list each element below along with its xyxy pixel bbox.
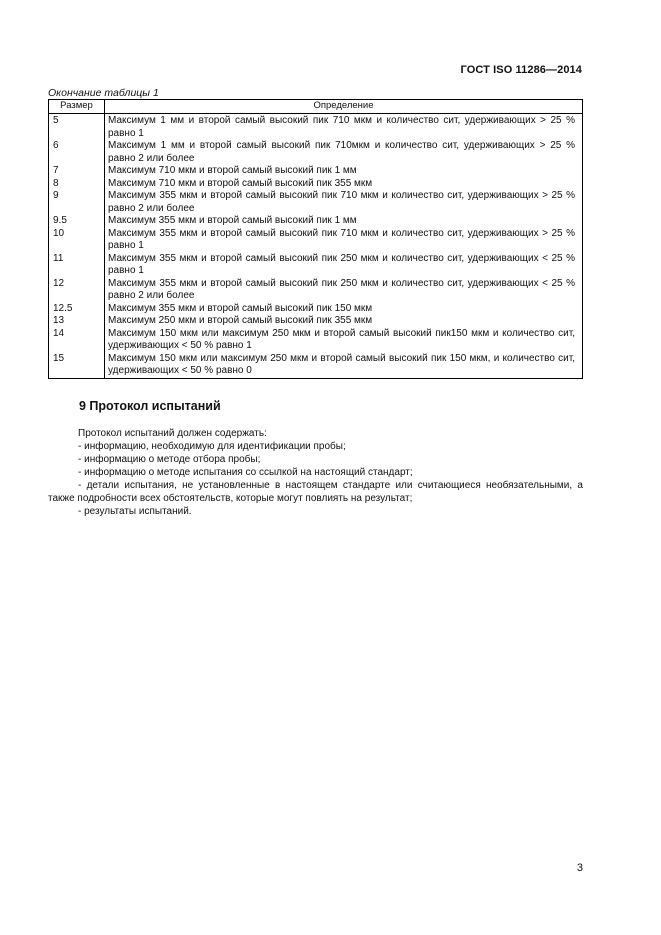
definitions-table: [48, 99, 583, 379]
size-cell: 9.5: [49, 215, 105, 228]
definition-cell: Максимум 1 мм и второй самый высокий пик 710мкм и количество сит, удерживающих > 25 % равно 2 или более: [105, 140, 583, 165]
paragraph: - детали испытания, не установленные в настоящем стандарте или считающиеся необязательными, а также подробности всех обстоятельств, которые могут повлиять на результат;: [48, 480, 583, 504]
size-cell: 6: [49, 140, 105, 165]
section-body: [48, 427, 583, 518]
size-cell: 12: [49, 278, 105, 303]
table-caption: Окончание таблицы 1: [48, 87, 159, 99]
size-cell: 12.5: [49, 303, 105, 316]
definition-cell: Максимум 355 мкм и второй самый высокий пик 710 мкм и количество сит, удерживающих > 25 % равно 1: [105, 228, 583, 253]
definition-cell: Максимум 710 мкм и второй самый высокий пик 355 мкм: [105, 178, 583, 191]
table-row: [49, 165, 583, 178]
definition-cell: Максимум 355 мкм и второй самый высокий пик 150 мкм: [105, 303, 583, 316]
table-row: [49, 353, 583, 379]
paragraph: Протокол испытаний должен содержать:: [78, 428, 267, 439]
page-number: 3: [576, 862, 583, 874]
table-row: [49, 140, 583, 165]
size-cell: 7: [49, 165, 105, 178]
table-row: [49, 315, 583, 328]
column-header-size: Размер: [49, 100, 105, 114]
size-cell: 14: [49, 328, 105, 353]
table-row: [49, 328, 583, 353]
section-title: 9 Протокол испытаний: [79, 399, 221, 413]
definition-cell: Максимум 1 мм и второй самый высокий пик 710 мкм и количество сит, удерживающих > 25 % равно 1: [105, 114, 583, 141]
table-row: [49, 215, 583, 228]
definition-cell: Максимум 150 мкм или максимум 250 мкм и второй самый высокий пик150 мкм и количество сит, удерживающих < 50 % равно 1: [105, 328, 583, 353]
column-header-definition: Определение: [105, 100, 583, 114]
table-header-row: [49, 100, 583, 114]
paragraph: - информацию о методе отбора пробы;: [78, 454, 261, 465]
size-cell: 11: [49, 253, 105, 278]
table-row: [49, 228, 583, 253]
paragraph: - информацию о методе испытания со ссылкой на настоящий стандарт;: [78, 467, 413, 478]
size-cell: 9: [49, 190, 105, 215]
definition-cell: Максимум 355 мкм и второй самый высокий пик 1 мм: [105, 215, 583, 228]
paragraph: - результаты испытаний.: [78, 506, 192, 517]
table-row: [49, 114, 583, 141]
definition-cell: Максимум 355 мкм и второй самый высокий пик 710 мкм и количество сит, удерживающих > 25 % равно 2 или более: [105, 190, 583, 215]
table-row: [49, 178, 583, 191]
table-row: [49, 278, 583, 303]
size-cell: 15: [49, 353, 105, 379]
size-cell: 8: [49, 178, 105, 191]
definition-cell: Максимум 355 мкм и второй самый высокий пик 250 мкм и количество сит, удерживающих < 25 % равно 1: [105, 253, 583, 278]
table-row: [49, 253, 583, 278]
size-cell: 10: [49, 228, 105, 253]
paragraph: - информацию, необходимую для идентификации пробы;: [78, 441, 346, 452]
definition-cell: Максимум 355 мкм и второй самый высокий пик 250 мкм и количество сит, удерживающих < 25 % равно 2 или более: [105, 278, 583, 303]
document-header: ГОСТ ISO 11286—2014: [460, 64, 582, 76]
table-row: [49, 190, 583, 215]
table-row: [49, 303, 583, 316]
size-cell: 13: [49, 315, 105, 328]
definition-cell: Максимум 150 мкм или максимум 250 мкм и второй самый высокий пик 150 мкм, и количество сит, удерживающих < 50 % равно 0: [105, 353, 583, 379]
definition-cell: Максимум 710 мкм и второй самый высокий пик 1 мм: [105, 165, 583, 178]
size-cell: 5: [49, 114, 105, 141]
definition-cell: Максимум 250 мкм и второй самый высокий пик 355 мкм: [105, 315, 583, 328]
